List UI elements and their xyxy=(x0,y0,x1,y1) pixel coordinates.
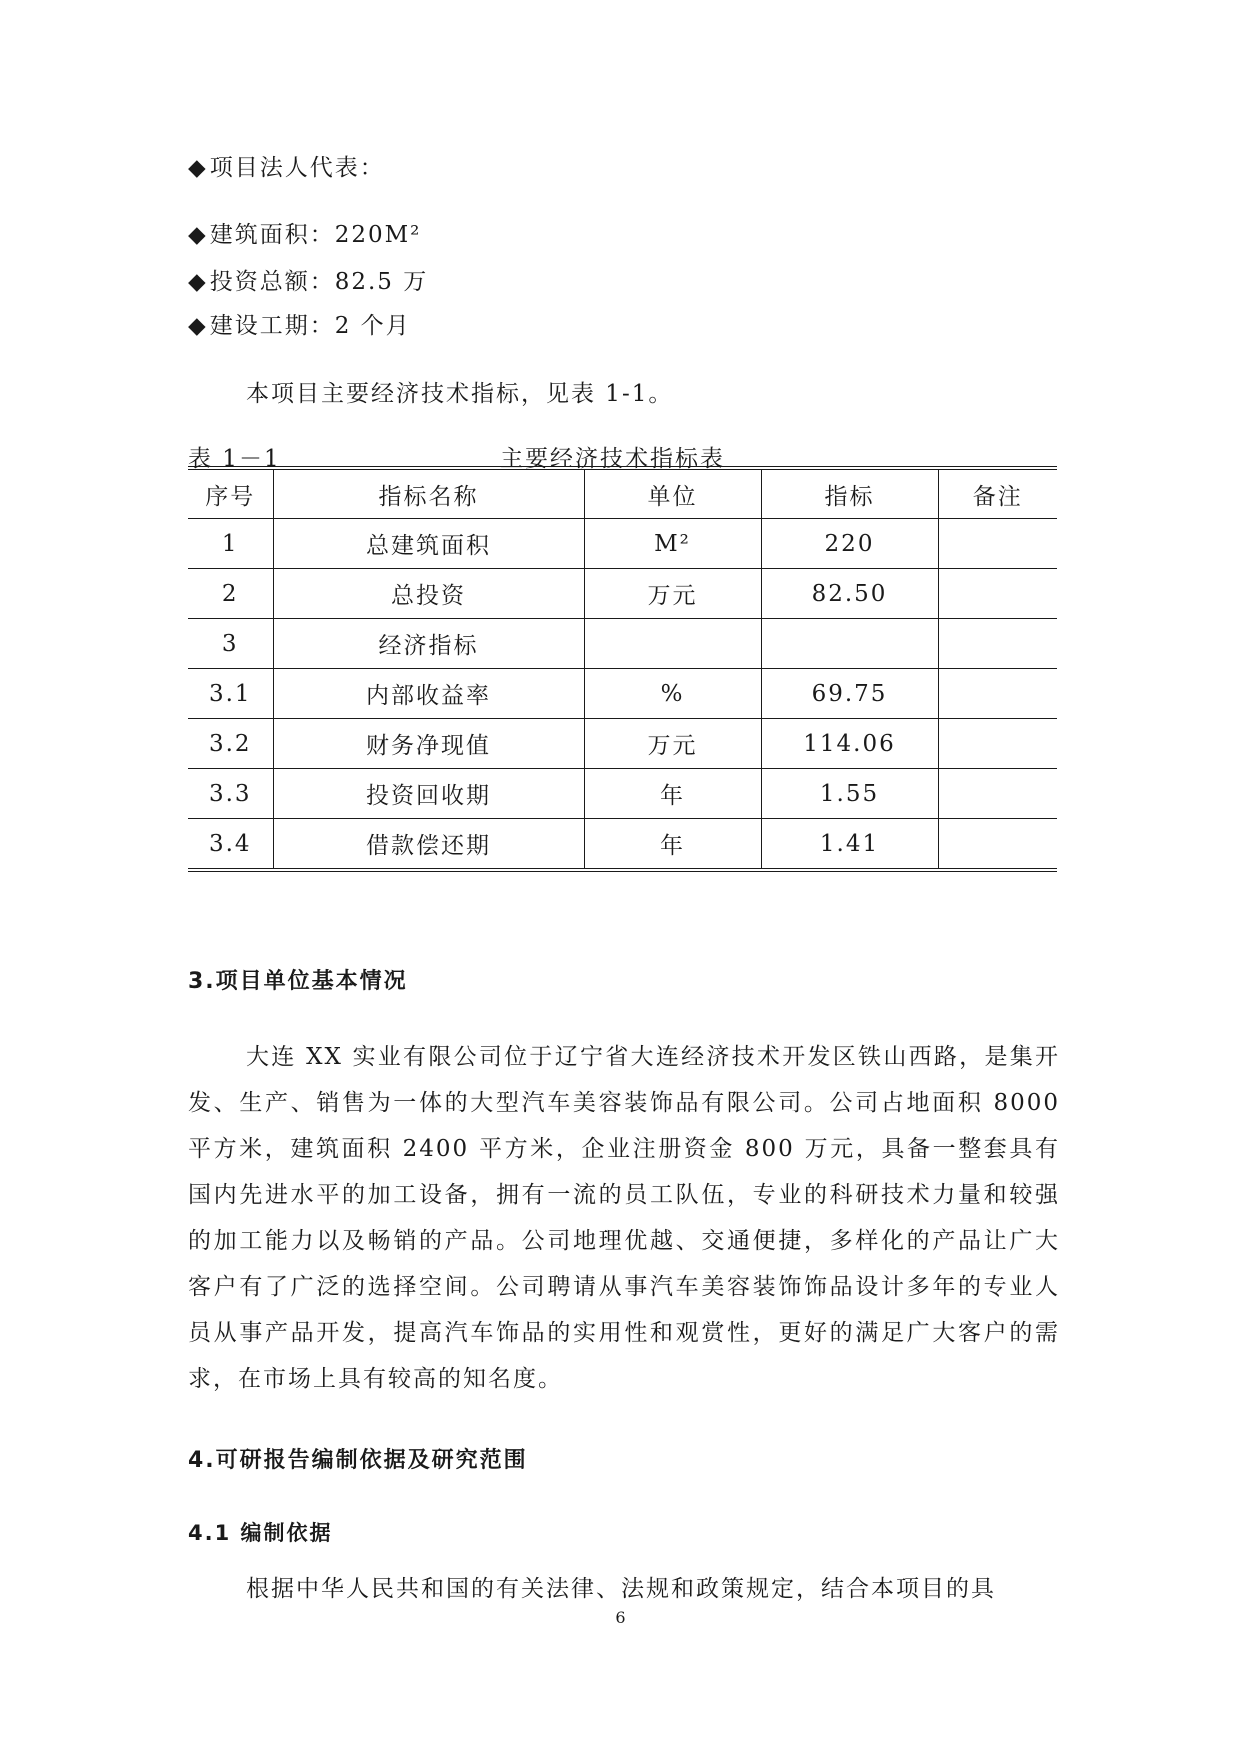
table-cell: 69.75 xyxy=(761,669,938,719)
table-cell: 3.3 xyxy=(188,769,273,819)
bullet-text: 建设工期：2 个月 xyxy=(209,313,411,339)
table-cell xyxy=(938,519,1057,569)
bullet-text: 建筑面积：220M² xyxy=(209,222,422,248)
section4-heading: 4.可研报告编制依据及研究范围 xyxy=(188,1448,528,1473)
table-header-row xyxy=(188,468,1057,519)
table-cell: 经济指标 xyxy=(273,619,584,669)
section4-1-heading: 4.1 编制依据 xyxy=(188,1521,333,1545)
table-cell: 1.41 xyxy=(761,819,938,871)
table-cell: 内部收益率 xyxy=(273,669,584,719)
header-cell: 指标 xyxy=(761,468,938,519)
table-row xyxy=(188,769,1057,819)
table-cell xyxy=(938,669,1057,719)
table-cell: 万元 xyxy=(584,719,761,769)
section3-paragraph: 大连 XX 实业有限公司位于辽宁省大连经济技术开发区铁山西路，是集开发、生产、销售为一体的大型汽车美容装饰品有限公司。公司占地面积 8000 平方米，建筑面积 2400 平方米，企业注册资金 800 万元，具备一整套具有国内先进水平的加工设备，拥有一流的员工队伍，专业的科研技术力量和较强的加工能力以及畅销的产品。公司地理优越、交通便捷，多样化的产品让广大客户有了广泛的选择空间。公司聘请从事汽车美容装饰饰品设计多年的专业人员从事产品开发，提高汽车饰品的实用性和观赏性，更好的满足广大客户的需求，在市场上具有较高的知名度。 xyxy=(188,1044,1060,1392)
table-cell xyxy=(938,819,1057,871)
kpi-table xyxy=(188,466,1057,872)
table-cell: 总投资 xyxy=(273,569,584,619)
section3-heading: 3.项目单位基本情况 xyxy=(188,969,408,994)
table-cell xyxy=(584,619,761,669)
intro-text: 本项目主要经济技术指标，见表 1-1。 xyxy=(246,381,674,407)
table-cell: 1.55 xyxy=(761,769,938,819)
table-row xyxy=(188,719,1057,769)
table-title: 主要经济技术指标表 xyxy=(500,446,725,472)
header-cell: 备注 xyxy=(938,468,1057,519)
table-row xyxy=(188,619,1057,669)
header-cell: 单位 xyxy=(584,468,761,519)
table-cell: 114.06 xyxy=(761,719,938,769)
table-cell: 1 xyxy=(188,519,273,569)
table-row xyxy=(188,819,1057,871)
table-cell: M² xyxy=(584,519,761,569)
diamond-bullet-icon: ◆ xyxy=(188,155,208,181)
diamond-bullet-icon: ◆ xyxy=(188,269,208,295)
bullet-legal-rep xyxy=(188,149,385,182)
table-row xyxy=(188,669,1057,719)
table-cell: 总建筑面积 xyxy=(273,519,584,569)
table-cell: 投资回收期 xyxy=(273,769,584,819)
bullet-floor-area xyxy=(188,216,421,249)
table-cell: % xyxy=(584,669,761,719)
page-number: 6 xyxy=(615,1608,626,1627)
table-cell: 万元 xyxy=(584,569,761,619)
table-cell: 3.2 xyxy=(188,719,273,769)
bullet-construction-period xyxy=(188,307,411,340)
header-cell: 序号 xyxy=(188,468,273,519)
table-row xyxy=(188,519,1057,569)
diamond-bullet-icon: ◆ xyxy=(188,222,208,248)
section4-1-paragraph: 根据中华人民共和国的有关法律、法规和政策规定，结合本项目的具 xyxy=(246,1576,996,1602)
table-cell xyxy=(761,619,938,669)
table-cell: 年 xyxy=(584,769,761,819)
table-cell xyxy=(938,569,1057,619)
table-cell: 82.50 xyxy=(761,569,938,619)
table-cell: 3.4 xyxy=(188,819,273,871)
bullet-text: 项目法人代表： xyxy=(209,155,385,181)
table-cell: 220 xyxy=(761,519,938,569)
table-cell xyxy=(938,769,1057,819)
table-cell xyxy=(938,619,1057,669)
table-cell: 年 xyxy=(584,819,761,871)
table-number: 表 1－1 xyxy=(188,446,281,472)
table-cell: 财务净现值 xyxy=(273,719,584,769)
table-cell: 借款偿还期 xyxy=(273,819,584,871)
bullet-text: 投资总额：82.5 万 xyxy=(209,269,429,295)
table-row xyxy=(188,569,1057,619)
table-cell: 2 xyxy=(188,569,273,619)
bullet-investment xyxy=(188,263,428,296)
table-cell: 3.1 xyxy=(188,669,273,719)
header-cell: 指标名称 xyxy=(273,468,584,519)
table-cell: 3 xyxy=(188,619,273,669)
table-cell xyxy=(938,719,1057,769)
diamond-bullet-icon: ◆ xyxy=(188,313,208,339)
